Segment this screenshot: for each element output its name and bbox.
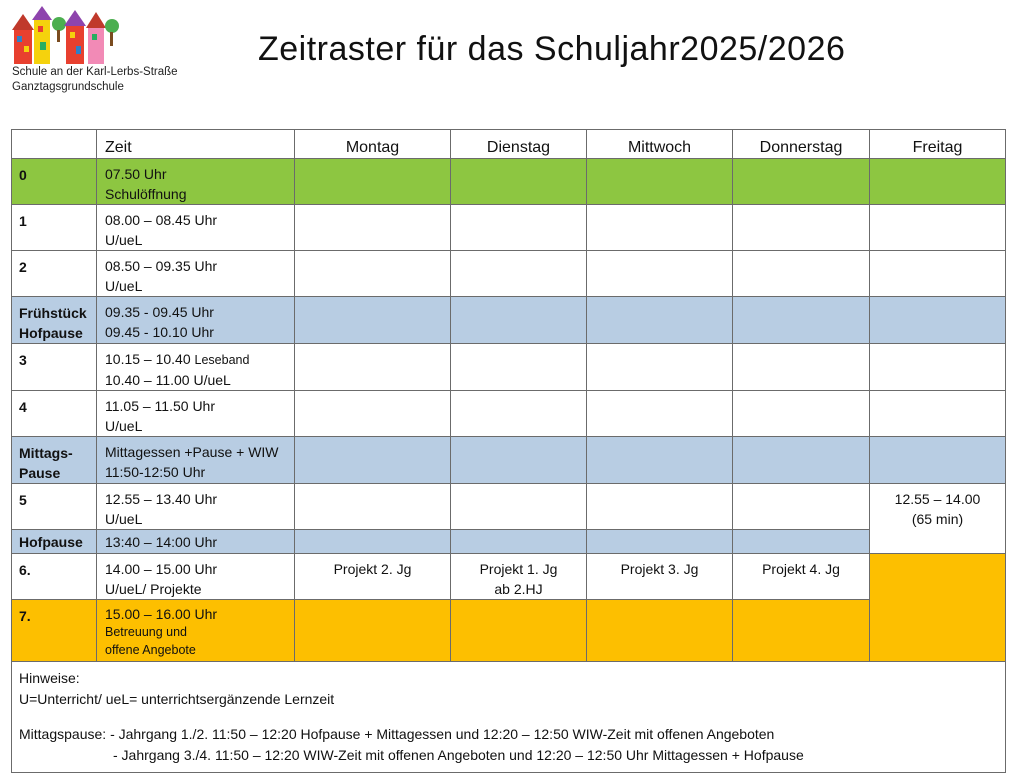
header-montag: Montag	[295, 130, 451, 159]
row-time: 13:40 – 14:00 Uhr	[97, 530, 295, 554]
cell-mon	[295, 344, 451, 391]
row-5	[12, 484, 1006, 530]
cell-wed	[587, 484, 733, 530]
cell-thu	[733, 530, 870, 554]
row-label: 0	[12, 159, 97, 205]
cell-thu	[733, 159, 870, 205]
cell-tue	[451, 600, 587, 662]
cell-thu	[733, 297, 870, 344]
row-time: 12.55 – 13.40 Uhr U/ueL	[97, 484, 295, 530]
header-freitag: Freitag	[870, 130, 1006, 159]
row-time: Mittagessen +Pause + WIW 11:50-12:50 Uhr	[97, 437, 295, 484]
cell-wed	[587, 437, 733, 484]
header-empty	[12, 130, 97, 159]
school-logo	[10, 6, 120, 66]
cell-fri	[870, 205, 1006, 251]
timetable	[11, 129, 1006, 773]
cell-mon	[295, 437, 451, 484]
row-time: 09.35 - 09.45 Uhr 09.45 - 10.10 Uhr	[97, 297, 295, 344]
notes-lunch-2: - Jahrgang 3./4. 11:50 – 12:20 WIW-Zeit mit offenen Angeboten und 12:20 – 12:50 Uhr Mittagessen + Hofpause	[113, 747, 804, 763]
cell-mon	[295, 251, 451, 297]
cell-tue	[451, 251, 587, 297]
cell-wed	[587, 391, 733, 437]
cell-mon	[295, 484, 451, 530]
row-3	[12, 344, 1006, 391]
cell-tue	[451, 205, 587, 251]
row-time: 10.15 – 10.40 Leseband 10.40 – 11.00 U/ueL	[97, 344, 295, 391]
header-mittwoch: Mittwoch	[587, 130, 733, 159]
school-name-line1: Schule an der Karl-Lerbs-Straße	[12, 66, 178, 78]
cell-wed	[587, 205, 733, 251]
cell-wed	[587, 159, 733, 205]
cell-wed-projekt: Projekt 3. Jg	[587, 554, 733, 600]
row-time: 11.05 – 11.50 Uhr U/ueL	[97, 391, 295, 437]
row-label: 2	[12, 251, 97, 297]
header-row	[12, 130, 1006, 159]
notes-row	[12, 662, 1006, 773]
cell-mon	[295, 391, 451, 437]
cell-mon	[295, 530, 451, 554]
row-hofpause	[12, 530, 1006, 554]
row-label: 6.	[12, 554, 97, 600]
row-1	[12, 205, 1006, 251]
row-time: 15.00 – 16.00 Uhr Betreuung und offene Angebote	[97, 600, 295, 662]
cell-tue-projekt: Projekt 1. Jg ab 2.HJ	[451, 554, 587, 600]
cell-fri-block5: 12.55 – 14.00 (65 min)	[870, 484, 1006, 554]
cell-thu	[733, 391, 870, 437]
school-name	[12, 65, 178, 95]
cell-tue	[451, 344, 587, 391]
header-donnerstag: Donnerstag	[733, 130, 870, 159]
row-label: 4	[12, 391, 97, 437]
cell-thu	[733, 205, 870, 251]
cell-wed	[587, 297, 733, 344]
notes-lunch-label: Mittagspause:	[19, 726, 107, 742]
cell-tue	[451, 530, 587, 554]
cell-mon	[295, 159, 451, 205]
cell-fri	[870, 391, 1006, 437]
cell-mon	[295, 600, 451, 662]
cell-thu	[733, 484, 870, 530]
cell-mon-projekt: Projekt 2. Jg	[295, 554, 451, 600]
cell-thu	[733, 437, 870, 484]
notes-lunch-1: - Jahrgang 1./2. 11:50 – 12:20 Hofpause + Mittagessen und 12:20 – 12:50 WIW-Zeit mit offenen Angeboten	[110, 726, 775, 742]
cell-mon	[295, 205, 451, 251]
row-fruehstueck	[12, 297, 1006, 344]
cell-tue	[451, 437, 587, 484]
cell-tue	[451, 159, 587, 205]
row-label: 3	[12, 344, 97, 391]
row-time: 08.00 – 08.45 Uhr U/ueL	[97, 205, 295, 251]
school-name-line2: Ganztagsgrundschule	[12, 81, 124, 93]
cell-fri	[870, 297, 1006, 344]
cell-wed	[587, 251, 733, 297]
cell-mon	[295, 297, 451, 344]
cell-fri	[870, 159, 1006, 205]
notes-legend: U=Unterricht/ ueL= unterrichtsergänzende Lernzeit	[19, 691, 335, 707]
cell-fri	[870, 437, 1006, 484]
cell-fri-orange	[870, 554, 1006, 662]
row-2	[12, 251, 1006, 297]
cell-fri	[870, 251, 1006, 297]
row-time: 14.00 – 15.00 Uhr U/ueL/ Projekte	[97, 554, 295, 600]
cell-tue	[451, 297, 587, 344]
row-4	[12, 391, 1006, 437]
page-title: Zeitraster für das Schuljahr2025/2026	[258, 30, 846, 68]
cell-wed	[587, 530, 733, 554]
cell-tue	[451, 484, 587, 530]
header-zeit: Zeit	[97, 130, 295, 159]
cell-wed	[587, 344, 733, 391]
cell-tue	[451, 391, 587, 437]
row-0	[12, 159, 1006, 205]
notes-heading: Hinweise:	[19, 670, 80, 686]
notes-cell	[12, 662, 1006, 773]
row-time: 07.50 Uhr Schulöffnung	[97, 159, 295, 205]
row-label: 5	[12, 484, 97, 530]
cell-thu	[733, 344, 870, 391]
cell-thu	[733, 600, 870, 662]
row-time: 08.50 – 09.35 Uhr U/ueL	[97, 251, 295, 297]
row-label: Frühstück Hofpause	[12, 297, 97, 344]
row-mittagspause	[12, 437, 1006, 484]
row-7	[12, 600, 1006, 662]
row-label: 1	[12, 205, 97, 251]
row-6	[12, 554, 1006, 600]
cell-thu-projekt: Projekt 4. Jg	[733, 554, 870, 600]
cell-fri	[870, 344, 1006, 391]
row-label: 7.	[12, 600, 97, 662]
cell-wed	[587, 600, 733, 662]
header-dienstag: Dienstag	[451, 130, 587, 159]
row-label: Hofpause	[12, 530, 97, 554]
cell-thu	[733, 251, 870, 297]
row-label: Mittags- Pause	[12, 437, 97, 484]
